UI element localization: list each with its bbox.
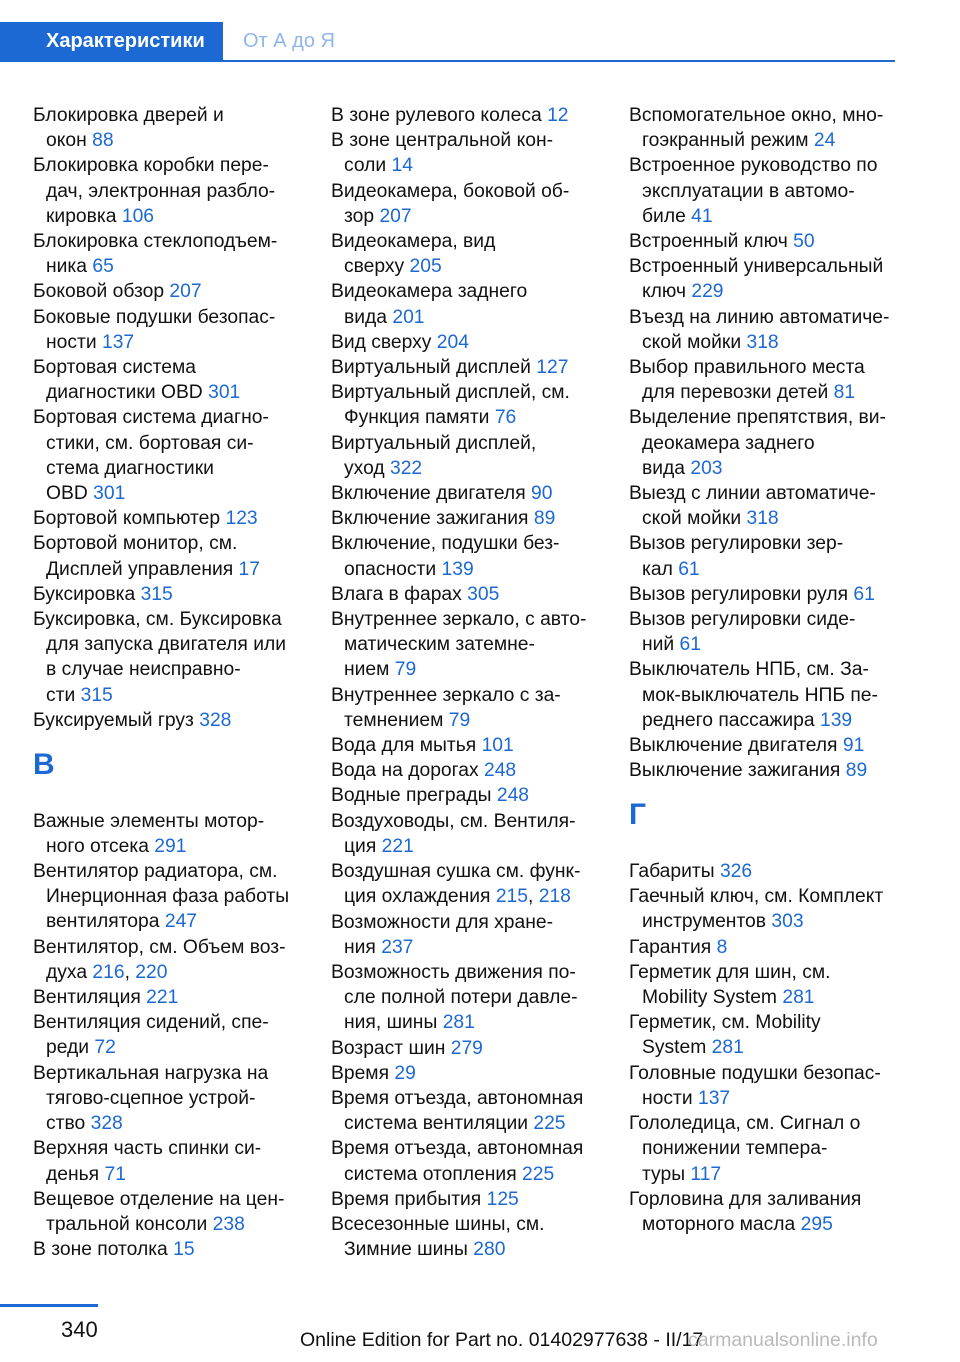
index-entry: Вид сверху 204 [331, 331, 469, 353]
index-entry: Бортовая система диагно‐ стики, см. бортовая си‐ стема диагностики OBD 301 [33, 407, 269, 505]
index-entry: Включение двигателя 90 [331, 483, 553, 505]
footer-divider [0, 1304, 98, 1307]
index-entry: Гололедица, см. Сигнал о понижении темпера‐ туры 117 [629, 1113, 861, 1185]
index-entry: Выключение двигателя 91 [629, 735, 865, 757]
page-link[interactable]: 76 [494, 407, 517, 429]
page-link[interactable]: 221 [381, 835, 414, 857]
index-entry: Время отъезда, автономная система отопления 225 [331, 1138, 584, 1185]
index-entry: Блокировка стеклоподъем‐ ника 65 [33, 231, 278, 278]
index-entry: Виртуальный дисплей, уход 322 [331, 432, 537, 479]
index-entry: Выбор правильного места для перевозки детей 81 [629, 357, 865, 404]
page-link[interactable]: 139 [819, 709, 853, 731]
page-link[interactable]: 50 [793, 231, 815, 253]
page-link[interactable]: 220 [135, 961, 168, 983]
page-link[interactable]: 328 [90, 1113, 123, 1135]
index-column-3 [629, 103, 904, 1237]
page-link[interactable]: 318 [746, 508, 779, 530]
page-link[interactable]: 125 [486, 1188, 519, 1210]
index-entry: Буксируемый груз 328 [33, 709, 232, 731]
page-link[interactable]: 139 [441, 558, 474, 580]
page-link[interactable]: 65 [92, 256, 114, 278]
index-entry: Внутреннее зеркало, с авто‐ матическим затемне‐ нием 79 [331, 609, 587, 681]
index-entry: В зоне потолка 15 [33, 1239, 195, 1261]
tab-a-to-z[interactable]: От А до Я [243, 30, 335, 52]
index-entry: Воздуховоды, см. Вентиля‐ ция 221 [331, 810, 576, 857]
index-entry: Вентиляция сидений, спе‐ реди 72 [33, 1012, 269, 1059]
index-entry: Вентилятор радиатора, см. Инерционная фаза работы вентилятора 247 [33, 861, 290, 933]
page-link[interactable]: 221 [146, 987, 179, 1009]
index-entry: Время отъезда, автономная система вентиляции 225 [331, 1087, 584, 1135]
page-link[interactable]: 216 [92, 961, 125, 983]
index-column-2 [331, 103, 606, 1262]
index-entry: Головные подушки безопас‐ ности 137 [629, 1062, 881, 1109]
index-entry: Видеокамера, вид сверху 205 [331, 231, 496, 278]
page-link[interactable]: 318 [746, 331, 779, 353]
page-link[interactable]: 237 [381, 936, 414, 958]
page-link[interactable]: 79 [394, 659, 417, 681]
page-link[interactable]: 201 [392, 306, 425, 328]
index-entry: Герметик, см. Mobility System 281 [629, 1012, 821, 1059]
page-link[interactable]: 137 [697, 1087, 731, 1109]
page-link[interactable]: 14 [391, 155, 413, 177]
page-link[interactable]: 106 [121, 205, 155, 227]
page-link[interactable]: 281 [442, 1012, 475, 1034]
index-entry: Буксировка 315 [33, 583, 173, 605]
index-entry: Важные элементы мотор‐ ного отсека 291 [33, 810, 265, 857]
index-entry: Возможность движения по‐ сле полной потери давле‐ ния, шины 281 [331, 961, 578, 1034]
index-entry: Выключение зажигания 89 [629, 760, 868, 782]
page-link[interactable]: 295 [800, 1213, 833, 1235]
index-entry: Горловина для заливания моторного масла 295 [629, 1188, 862, 1235]
page-link[interactable]: 248 [496, 785, 530, 807]
page-number: 340 [61, 1317, 98, 1342]
watermark: carmanualsonline.info [688, 1329, 878, 1351]
page-link[interactable]: 291 [154, 835, 187, 857]
index-entry: Выезд с линии автоматиче‐ ской мойки 318 [629, 483, 876, 530]
index-entry: Всесезонные шины, см. Зимние шины 280 [331, 1213, 545, 1261]
page-link[interactable]: 301 [93, 483, 126, 505]
index-entry: Внутреннее зеркало с за‐ темнением 79 [331, 684, 561, 731]
index-entry: Встроенный универсальный ключ 229 [629, 256, 884, 303]
index-entry: Въезд на линию автоматиче‐ ской мойки 318 [629, 306, 890, 353]
tab-characteristics[interactable]: Характеристики [0, 22, 223, 61]
index-entry: Встроенное руководство по эксплуатации в автомо‐ биле 41 [629, 155, 878, 227]
section-letter: Г [629, 798, 647, 832]
page-link[interactable]: 215 [495, 886, 528, 908]
index-entry: В зоне центральной кон‐ соли 14 [331, 130, 554, 177]
page-link[interactable]: 315 [80, 684, 113, 706]
index-entry: Вспомогательное окно, мно‐ гоэкранный режим 24 [629, 105, 884, 152]
page-link[interactable]: 281 [782, 987, 815, 1009]
page-link[interactable]: 137 [101, 331, 135, 353]
index-entry: Виртуальный дисплей, см. Функция памяти 76 [331, 382, 570, 429]
page-link[interactable]: 247 [164, 911, 198, 933]
index-entry: Возможности для хране‐ ния 237 [331, 911, 554, 958]
index-entry: Гарантия 8 [629, 936, 728, 958]
page-link[interactable]: 29 [394, 1062, 416, 1084]
index-entry: Гаечный ключ, см. Комплект инструментов 303 [629, 886, 884, 933]
page-link[interactable]: 88 [92, 130, 114, 152]
page-link[interactable]: 229 [691, 281, 724, 303]
page-link[interactable]: 127 [536, 357, 569, 379]
page-link[interactable]: 218 [538, 886, 571, 908]
index-entry: Бортовая система диагностики OBD 301 [33, 357, 241, 404]
index-entry: Время 29 [331, 1062, 416, 1084]
index-entry: Виртуальный дисплей 127 [331, 357, 569, 379]
page-link[interactable]: 89 [845, 760, 868, 782]
index-entry: Бортовой монитор, см. Дисплей управления 17 [33, 533, 260, 580]
page-link[interactable]: 91 [842, 735, 865, 757]
page-link[interactable]: 225 [522, 1163, 555, 1185]
page-link[interactable]: 279 [450, 1037, 483, 1059]
index-entry: В зоне рулевого колеса 12 [331, 105, 569, 126]
index-entry: Вещевое отделение на цен‐ тральной консоли 238 [33, 1188, 285, 1235]
page-link[interactable]: 71 [104, 1163, 126, 1185]
page-link[interactable]: 72 [94, 1037, 116, 1059]
page-link[interactable]: 17 [238, 558, 260, 580]
page-link[interactable]: 12 [547, 105, 569, 126]
page-link[interactable]: 280 [473, 1239, 506, 1261]
page-link[interactable]: 117 [690, 1163, 722, 1185]
page-link[interactable]: 207 [169, 281, 202, 303]
index-entry: Вентилятор, см. Объем воз‐ духа 216, 220 [33, 936, 286, 983]
index-entry: Влага в фарах 305 [331, 583, 500, 605]
page-link[interactable]: 281 [711, 1037, 744, 1059]
index-entry: Видеокамера заднего вида 201 [331, 281, 528, 328]
index-entry: Блокировка дверей и окон 88 [33, 105, 224, 152]
index-entry: Видеокамера, боковой об‐ зор 207 [331, 180, 570, 227]
page-link[interactable]: 81 [833, 382, 856, 404]
index-entry: Воздушная сушка см. функ‐ ция охлаждения 215, 218 [331, 861, 581, 908]
index-entry: Возраст шин 279 [331, 1037, 483, 1059]
page-link[interactable]: 305 [467, 583, 500, 605]
index-entry: Водные преграды 248 [331, 785, 530, 807]
index-entry: Включение зажигания 89 [331, 508, 556, 530]
index-entry: Вода для мытья 101 [331, 735, 514, 757]
page-link[interactable]: 79 [448, 709, 471, 731]
page-link[interactable]: 248 [483, 760, 517, 782]
index-entry: Выключатель НПБ, см. За‐ мок-выключатель НПБ пе‐ реднего пассажира 139 [629, 659, 878, 731]
index-entry: Включение, подушки без‐ опасности 139 [331, 533, 560, 580]
index-entry: Встроенный ключ 50 [629, 231, 815, 253]
page-link[interactable]: 225 [533, 1113, 566, 1135]
page-link[interactable]: 238 [212, 1213, 245, 1235]
index-entry: Блокировка коробки пере‐ дач, электронная разбло‐ кировка 106 [33, 155, 276, 227]
page-link[interactable]: 61 [679, 634, 701, 656]
page-link[interactable]: 89 [533, 508, 556, 530]
page-link[interactable]: 326 [719, 861, 753, 883]
index-entry: Габариты 326 [629, 861, 753, 883]
page-link[interactable]: 204 [436, 331, 469, 353]
page-link[interactable]: 101 [481, 735, 514, 757]
index-entry: Вызов регулировки руля 61 [629, 583, 875, 605]
page-link[interactable]: 205 [409, 256, 442, 278]
page-link[interactable]: 41 [691, 205, 713, 227]
index-entry: Боковые подушки безопас‐ ности 137 [33, 306, 276, 353]
page-link[interactable]: 90 [531, 483, 553, 505]
index-entry: Вызов регулировки зер‐ кал 61 [629, 533, 844, 580]
page-link[interactable]: 301 [208, 382, 241, 404]
index-entry: Боковой обзор 207 [33, 281, 202, 303]
index-entry: Выделение препятствия, ви‐ деокамера заднего вида 203 [629, 407, 886, 479]
index-entry: Бортовой компьютер 123 [33, 508, 258, 530]
index-entry: Вызов регулировки сиде‐ ний 61 [629, 609, 856, 656]
index-entry: Вода на дорогах 248 [331, 760, 517, 782]
index-entry: Герметик для шин, см. Mobility System 281 [629, 961, 831, 1009]
index-entry: Время прибытия 125 [331, 1188, 519, 1210]
page-link[interactable]: 24 [813, 130, 836, 152]
edition-note: Online Edition for Part no. 01402977638 - II/17 [300, 1329, 704, 1351]
page-link[interactable]: 61 [853, 583, 875, 605]
header-bar [0, 0, 960, 62]
page-link[interactable]: 8 [716, 936, 728, 958]
page-link[interactable]: 328 [199, 709, 232, 731]
index-entry: Вертикальная нагрузка на тягово-сцепное устрой‐ ство 328 [33, 1062, 269, 1135]
page-link[interactable]: 207 [379, 205, 412, 227]
page-link[interactable]: 123 [225, 508, 258, 530]
page-link[interactable]: 322 [389, 457, 423, 479]
index-column-1 [33, 103, 308, 1262]
page-link[interactable]: 203 [690, 457, 723, 479]
page-link[interactable]: 315 [140, 583, 173, 605]
index-entry: Верхняя часть спинки си‐ денья 71 [33, 1138, 262, 1185]
header-divider [0, 60, 895, 62]
index-entry: Вентиляция 221 [33, 987, 179, 1009]
page-link[interactable]: 303 [771, 911, 804, 933]
index-entry: Буксировка, см. Буксировка для запуска двигателя или в случае неисправно‐ сти 315 [33, 609, 287, 706]
page-link[interactable]: 61 [678, 558, 700, 580]
section-letter: В [33, 748, 55, 782]
page-link[interactable]: 15 [173, 1239, 195, 1261]
